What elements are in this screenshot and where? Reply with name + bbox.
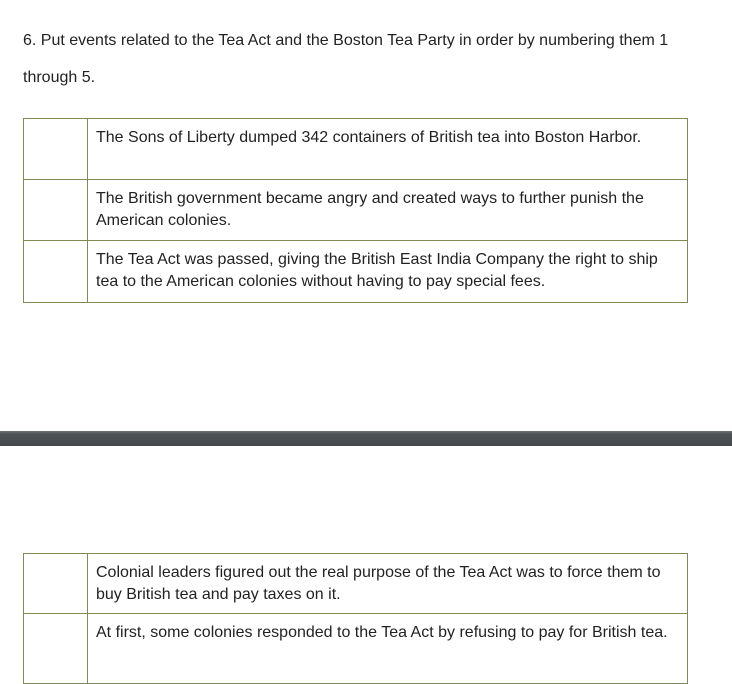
event-text-cell: The British government became angry and created ways to further punish the American colonies. (88, 180, 688, 241)
table-row (24, 180, 688, 241)
order-number-cell[interactable] (24, 241, 88, 303)
question-text: 6. Put events related to the Tea Act and the Boston Tea Party in order by numbering them 1 through 5. (23, 32, 669, 86)
event-text-cell: The Tea Act was passed, giving the British East India Company the right to ship tea to the American colonies without having to pay special fees. (88, 241, 688, 303)
event-text-cell: The Sons of Liberty dumped 342 containers of British tea into Boston Harbor. (88, 119, 688, 180)
event-text-cell: At first, some colonies responded to the Tea Act by refusing to pay for British tea. (88, 614, 688, 684)
events-table-top (23, 118, 688, 303)
order-number-cell[interactable] (24, 119, 88, 180)
order-number-cell[interactable] (24, 180, 88, 241)
event-text-cell: Colonial leaders figured out the real purpose of the Tea Act was to force them to buy British tea and pay taxes on it. (88, 554, 688, 614)
order-number-cell[interactable] (24, 614, 88, 684)
events-table-bottom (23, 553, 688, 684)
page-break-divider (0, 431, 732, 446)
table-row (24, 554, 688, 614)
order-number-cell[interactable] (24, 554, 88, 614)
table-row (24, 241, 688, 303)
table-row (24, 614, 688, 684)
table-row (24, 119, 688, 180)
